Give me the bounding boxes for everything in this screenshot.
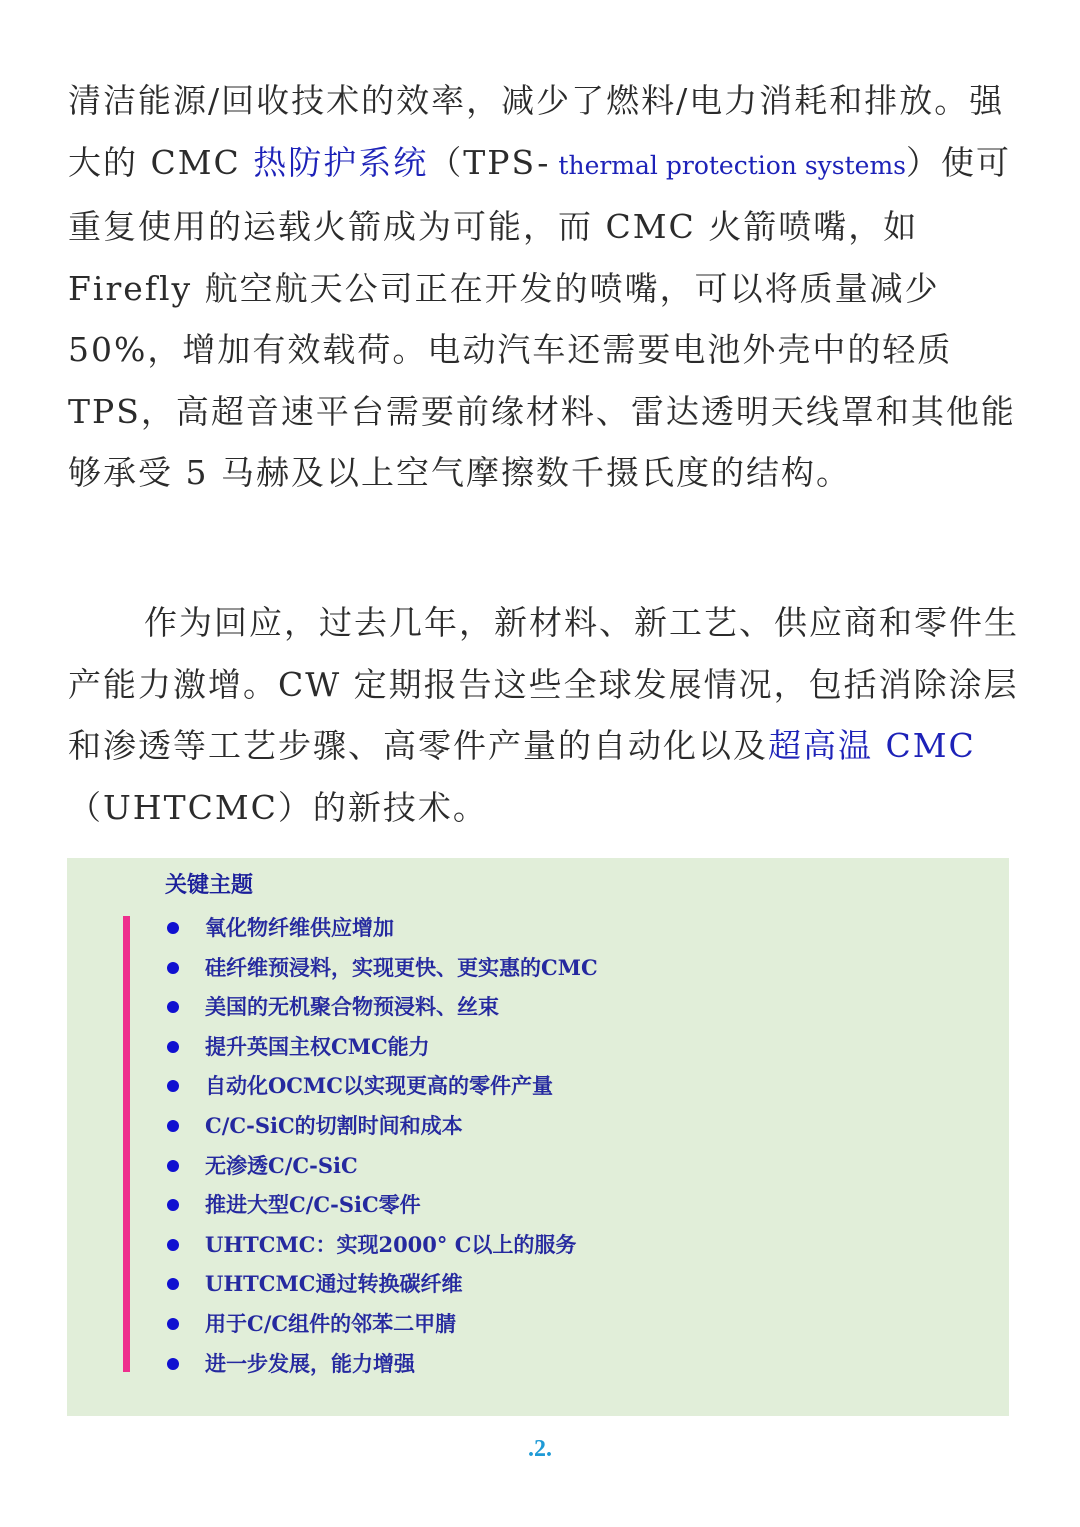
key-topics-list [165, 908, 598, 1383]
list-item [165, 1344, 598, 1384]
list-item [165, 1264, 598, 1304]
bullet-icon [167, 1160, 179, 1172]
topic-text: 推进大型C/C-SiC零件 [205, 1192, 421, 1218]
topic-text: 美国的无机聚合物预浸料、丝束 [205, 994, 499, 1020]
uhtcmc-link[interactable]: 超高温 CMC [768, 726, 976, 765]
paragraph-2-text-a: 作为回应，过去几年，新材料、新工艺、供应商和零件生产能力激增。CW 定期报告这些全球发展情况，包括消除涂层和渗透等工艺步骤、高零件产量的自动化以及 [68, 603, 1019, 765]
topic-text: 进一步发展，能力增强 [205, 1350, 415, 1376]
key-topics-box [67, 858, 1009, 1416]
thermal-protection-systems-english: thermal protection systems [550, 150, 907, 180]
list-item [165, 1146, 598, 1186]
paragraph-1-text-c: ）使可重复使用的运载火箭成为可能，而 CMC 火箭喷嘴，如 Firefly 航空航天公司正在开发的喷嘴，可以将质量减少 50%，增加有效载荷。电动汽车还需要电池外壳中的轻质 TPS，高超音速平台需要前缘材料、雷达透明天线罩和其他能够承受 5 马赫及以上空气摩擦数千摄氏度的结构。 [68, 142, 1016, 492]
bullet-icon [167, 1239, 179, 1251]
topic-text: 自动化OCMC以实现更高的零件产量 [205, 1073, 553, 1099]
list-item [165, 948, 598, 988]
bullet-icon [167, 1120, 179, 1132]
topic-text: 硅纤维预浸料，实现更快、更实惠的CMC [205, 954, 598, 980]
paragraph-1-text-a: 清洁能源/回收技术的效率，减少了燃料/电力消耗和排放。强大的 CMC [68, 81, 1005, 182]
bullet-icon [167, 1318, 179, 1330]
body-paragraph-2 [68, 592, 1028, 838]
bullet-icon [167, 1001, 179, 1013]
thermal-protection-system-link[interactable]: 热防护系统 [253, 142, 429, 182]
topic-text: 用于C/C组件的邻苯二甲腈 [205, 1310, 457, 1336]
list-item [165, 1027, 598, 1067]
list-item [165, 987, 598, 1027]
bullet-icon [167, 1278, 179, 1290]
list-item [165, 1066, 598, 1106]
bullet-icon [167, 962, 179, 974]
accent-bar [123, 916, 130, 1372]
topic-text: 无渗透C/C-SiC [205, 1152, 358, 1178]
bullet-icon [167, 1041, 179, 1053]
list-item [165, 1106, 598, 1146]
topic-text: UHTCMC：实现2000° C以上的服务 [205, 1231, 577, 1257]
topic-text: 提升英国主权CMC能力 [205, 1033, 430, 1059]
list-item [165, 1185, 598, 1225]
bullet-icon [167, 1080, 179, 1092]
topic-text: UHTCMC通过转换碳纤维 [205, 1271, 463, 1297]
list-item [165, 1304, 598, 1344]
paragraph-1-text-b: （TPS- [428, 142, 551, 182]
bullet-icon [167, 1358, 179, 1370]
topic-text: 氧化物纤维供应增加 [205, 915, 394, 940]
list-item [165, 908, 598, 948]
paragraph-2-text-b: （UHTCMC）的新技术。 [68, 787, 488, 827]
bullet-icon [167, 922, 179, 934]
key-topics-title: 关键主题 [165, 872, 254, 898]
body-paragraph-1 [68, 70, 1028, 504]
page-number: .2. [528, 1436, 552, 1462]
bullet-icon [167, 1199, 179, 1211]
list-item [165, 1225, 598, 1265]
topic-text: C/C-SiC的切割时间和成本 [205, 1112, 463, 1138]
